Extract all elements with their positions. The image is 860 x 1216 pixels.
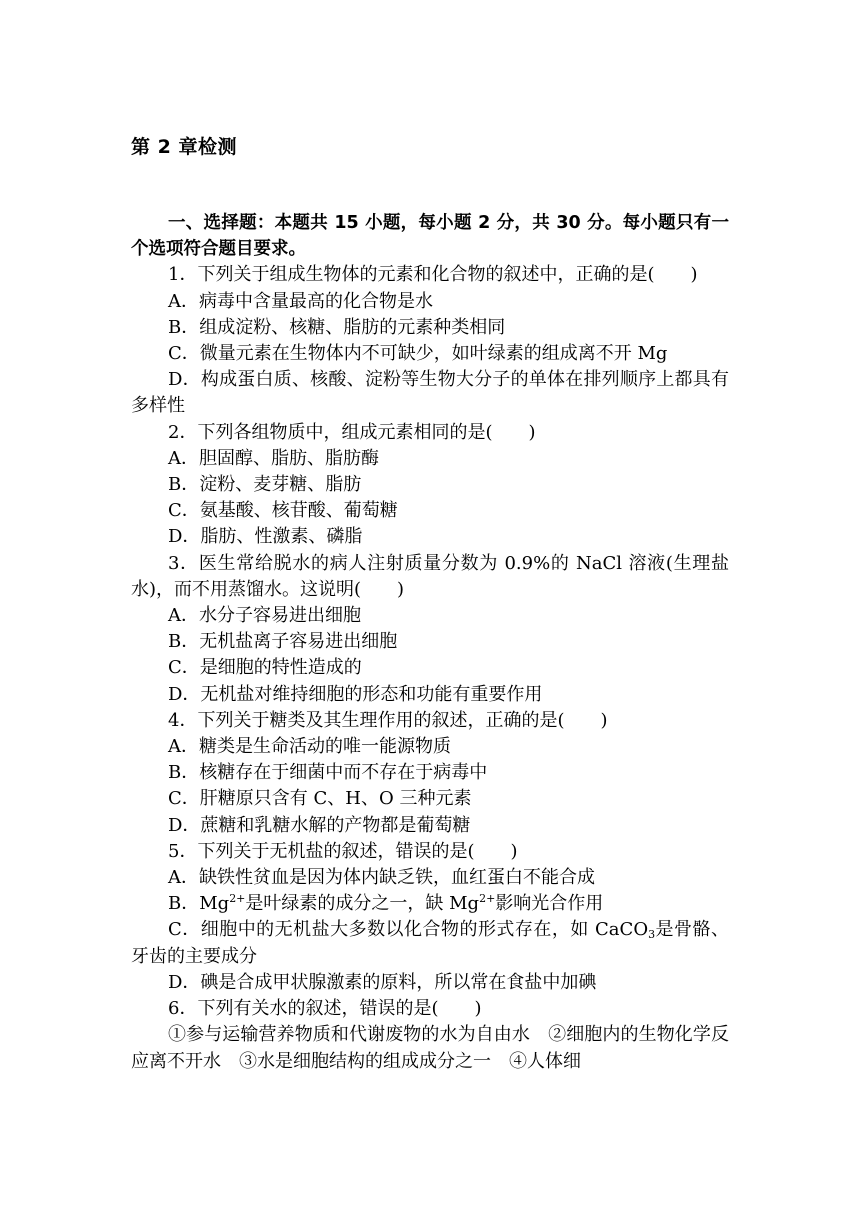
question-6-items: ①参与运输营养物质和代谢废物的水为自由水 ②细胞内的生物化学反应离不开水 ③水是细胞结构的组成成分之一 ④人体细 xyxy=(131,1024,729,1072)
question-2-option-d: D．脂肪、性激素、磷脂 xyxy=(168,526,363,548)
question-3-option-a: A．水分子容易进出细胞 xyxy=(168,605,361,627)
q5-c-part1: C．细胞中的无机盐大多数以化合物的形式存在，如 CaCO xyxy=(168,919,649,941)
question-1-option-d: D．构成蛋白质、核酸、淀粉等生物大分子的单体在排列顺序上都具有多样性 xyxy=(131,369,729,417)
q5-b-superscript-2: 2+ xyxy=(479,892,496,906)
question-4-option-d: D．蔗糖和乳糖水解的产物都是葡萄糖 xyxy=(168,814,471,836)
question-5-option-c xyxy=(131,917,729,969)
question-2-option-b: B．淀粉、麦芽糖、脂肪 xyxy=(168,474,362,496)
chapter-title: 第 2 章检测 xyxy=(131,136,237,158)
question-3-stem: 3．医生常给脱水的病人注射质量分数为 0.9%的 NaCl 溶液(生理盐水)，而不用蒸馏水。这说明( ) xyxy=(131,552,729,600)
question-4-option-b: B．核糖存在于细菌中而不存在于病毒中 xyxy=(168,762,488,784)
q5-b-part1: B．Mg xyxy=(168,893,230,915)
question-1-option-c: C．微量元素在生物体内不可缺少，如叶绿素的组成离不开 Mg xyxy=(168,343,668,365)
question-2-option-a: A．胆固醇、脂肪、脂肪酶 xyxy=(168,447,379,469)
question-5-option-d: D．碘是合成甲状腺激素的原料，所以常在食盐中加碘 xyxy=(168,971,597,993)
question-5-option-a: A．缺铁性贫血是因为体内缺乏铁，血红蛋白不能合成 xyxy=(168,867,595,889)
question-2-stem: 2．下列各组物质中，组成元素相同的是( ) xyxy=(168,421,536,443)
question-4-option-c: C．肝糖原只含有 C、H、O 三种元素 xyxy=(168,788,472,810)
q5-b-superscript-1: 2+ xyxy=(229,892,246,906)
question-5-stem: 5．下列关于无机盐的叙述，错误的是( ) xyxy=(168,840,518,862)
question-5-option-b xyxy=(131,891,729,917)
question-6-stem: 6．下列有关水的叙述，错误的是( ) xyxy=(168,998,482,1020)
question-4-option-a: A．糖类是生命活动的唯一能源物质 xyxy=(168,736,451,758)
section-heading: 一、选择题：本题共 15 小题，每小题 2 分，共 30 分。每小题只有一个选项符合题目要求。 xyxy=(131,213,729,260)
question-3-option-d: D．无机盐对维持细胞的形态和功能有重要作用 xyxy=(168,683,543,705)
question-1-option-a: A．病毒中含量最高的化合物是水 xyxy=(168,290,433,312)
question-1-stem: 1．下列关于组成生物体的元素和化合物的叙述中，正确的是( ) xyxy=(168,264,698,286)
question-3-option-c: C．是细胞的特性造成的 xyxy=(168,657,362,679)
question-3-option-b: B．无机盐离子容易进出细胞 xyxy=(168,631,398,653)
question-1-option-b: B．组成淀粉、核糖、脂肪的元素种类相同 xyxy=(168,316,506,338)
question-2-option-c: C．氨基酸、核苷酸、葡萄糖 xyxy=(168,500,398,522)
question-4-stem: 4．下列关于糖类及其生理作用的叙述，正确的是( ) xyxy=(168,709,608,731)
q5-c-subscript: 3 xyxy=(648,928,656,942)
q5-b-part2: 是叶绿素的成分之一，缺 Mg xyxy=(245,893,480,915)
q5-b-part3: 影响光合作用 xyxy=(495,893,604,915)
question-body xyxy=(131,210,729,1075)
q5-c-part2: 是骨骼、牙齿的主要成分 xyxy=(131,919,730,967)
